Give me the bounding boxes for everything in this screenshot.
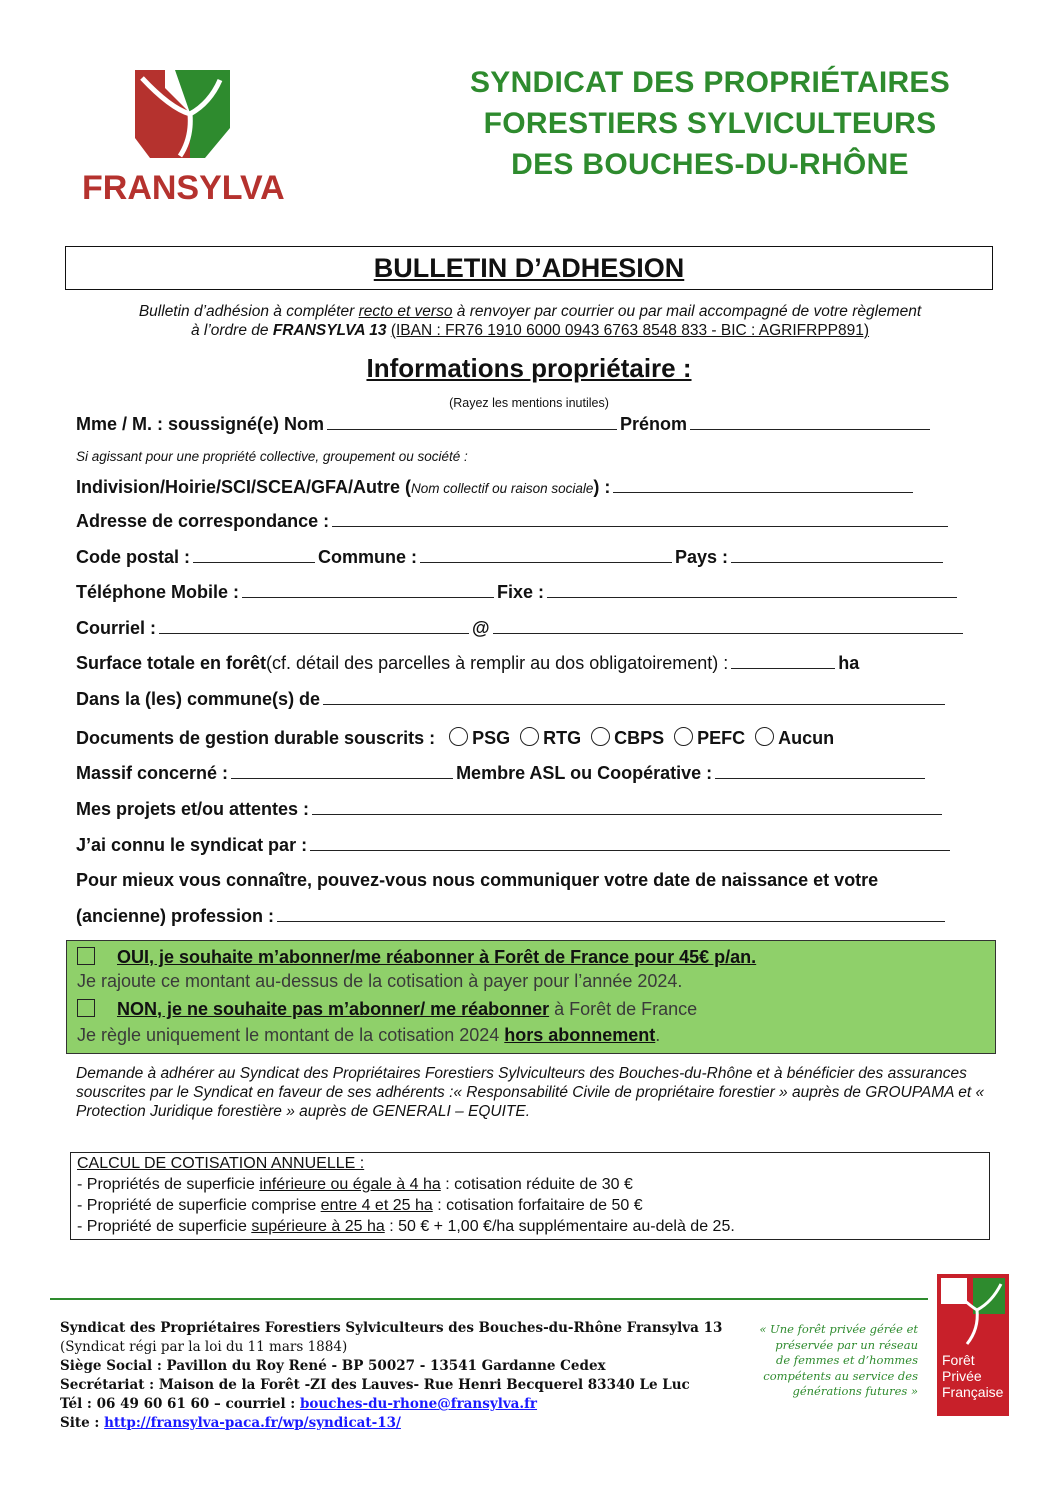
surface-field[interactable] — [731, 667, 835, 669]
demande-text: Demande à adhérer au Syndicat des Propriétaires Forestiers Sylviculteurs des Bouches-du-Rhône et à bénéficier des assurances souscrites par le Syndicat en faveur de ses adhérents :« Responsabilité Civile de propriétaire forestier » auprès de GROUPAMA et « Protection Juridique forestière » auprès de GENERALI – EQUITE. — [76, 1065, 985, 1120]
commune-field[interactable] — [420, 561, 672, 563]
collective-hint: Si agissant pour une propriété collective, groupement ou société : — [76, 449, 468, 464]
communes-field[interactable] — [323, 703, 945, 705]
massif-field[interactable] — [231, 777, 453, 779]
calcul-line-2: - Propriété de superficie comprise entre 4 et 25 ha : cotisation forfaitaire de 50 € — [77, 1197, 643, 1214]
row-documents: Documents de gestion durable souscrits : PSG RTG CBPS PEFC Aucun — [76, 728, 835, 748]
row-nom: Mme / M. : soussigné(e) Nom Prénom — [76, 414, 933, 435]
courriel-domain-field[interactable] — [493, 632, 963, 634]
footer-line-2: (Syndicat régi par la loi du 11 mars 1884) — [60, 1339, 348, 1355]
radio-cbps[interactable] — [591, 727, 610, 746]
row-mieux: Pour mieux vous connaître, pouvez-vous nous communiquer votre date de naissance et votre — [76, 870, 879, 890]
calcul-line-1: - Propriétés de superficie inférieure ou égale à 4 ha : cotisation réduite de 30 € — [77, 1176, 633, 1193]
oui-line: OUI, je souhaite m’abonner/me réabonner à Forêt de France pour 45€ p/an. — [77, 945, 756, 968]
intro-line-1: Bulletin d’adhésion à compléter recto et verso à renvoyer par courrier ou par mail accompagné de votre règlement — [138, 303, 922, 320]
oui-checkbox[interactable] — [77, 947, 95, 965]
foret-privee-francaise-logo — [937, 1274, 1009, 1416]
row-profession: (ancienne) profession : — [76, 906, 948, 927]
indivision-field[interactable] — [613, 491, 913, 493]
row-courriel: Courriel : @ — [76, 618, 966, 639]
radio-rtg[interactable] — [520, 727, 539, 746]
adresse-field[interactable] — [332, 525, 948, 527]
radio-aucun[interactable] — [755, 727, 774, 746]
site-link[interactable]: http://fransylva-paca.fr/wp/syndicat-13/ — [104, 1415, 401, 1431]
row-massif: Massif concerné : Membre ASL ou Coopérative : — [76, 763, 928, 784]
non-checkbox[interactable] — [77, 999, 95, 1017]
non-detail: Je règle uniquement le montant de la cotisation 2024 hors abonnement. — [77, 1025, 661, 1045]
fixe-field[interactable] — [547, 596, 957, 598]
org-title-line-2: FORESTIERS SYLVICULTEURS — [483, 107, 937, 140]
footer-line-1: Syndicat des Propriétaires Forestiers Sylviculteurs des Bouches-du-Rhône Fransylva 13 — [60, 1320, 723, 1336]
profession-field[interactable] — [277, 920, 945, 922]
calcul-line-3: - Propriété de superficie supérieure à 25 ha : 50 € + 1,00 €/ha supplémentaire au-delà de 25. — [77, 1218, 735, 1235]
row-projets: Mes projets et/ou attentes : — [76, 799, 945, 820]
non-line: NON, je ne souhaite pas m’abonner/ me réabonner à Forêt de France — [77, 997, 697, 1020]
footer-line-3: Siège Social : Pavillon du Roy René - BP 50027 - 13541 Gardanne Cedex — [60, 1358, 606, 1374]
membre-field[interactable] — [715, 777, 925, 779]
calcul-title: CALCUL DE COTISATION ANNUELLE : — [77, 1155, 365, 1172]
row-adresse: Adresse de correspondance : — [76, 511, 951, 532]
fransylva-logo — [80, 68, 285, 208]
email-link[interactable]: bouches-du-rhone@fransylva.fr — [299, 1396, 538, 1412]
row-communes: Dans la (les) commune(s) de — [76, 689, 948, 710]
subscription-box — [66, 940, 996, 1054]
logo-text: FRANSYLVA — [82, 169, 285, 207]
fpf-logo-text: Forêt Privée Française — [942, 1352, 1004, 1400]
nom-field[interactable] — [327, 428, 617, 430]
rayez-note: (Rayez les mentions inutiles) — [449, 396, 609, 410]
row-code-postal: Code postal : Commune : Pays : — [76, 547, 946, 568]
footer-quote: « Une forêt privée gérée et préservée par un réseau de femmes et d’hommes compétents au service des générations futures » — [759, 1322, 918, 1398]
prenom-field[interactable] — [690, 428, 930, 430]
org-title-line-3: DES BOUCHES-DU-RHÔNE — [511, 148, 909, 181]
calcul-box — [70, 1152, 990, 1240]
radio-psg[interactable] — [449, 727, 468, 746]
pays-field[interactable] — [731, 561, 943, 563]
footer-divider — [50, 1298, 928, 1300]
code-postal-field[interactable] — [193, 561, 315, 563]
bulletin-title-box — [65, 246, 993, 290]
row-indivision: Indivision/Hoirie/SCI/SCEA/GFA/Autre ( Nom collectif ou raison sociale ) : — [76, 477, 916, 498]
oui-detail: Je rajoute ce montant au-dessus de la cotisation à payer pour l’année 2024. — [77, 971, 683, 991]
mobile-field[interactable] — [242, 596, 494, 598]
org-title-line-1: SYNDICAT DES PROPRIÉTAIRES — [469, 66, 951, 99]
section-title: Informations propriétaire : — [366, 353, 692, 383]
intro-line-2: à l’ordre de FRANSYLVA 13 (IBAN : FR76 1910 6000 0943 6763 8548 833 - BIC : AGRIFRPP891) — [190, 322, 870, 339]
footer-line-4: Secrétariat : Maison de la Forêt -ZI des Lauves- Rue Henri Becquerel 83340 Le Luc — [60, 1377, 690, 1393]
connu-field[interactable] — [310, 849, 950, 851]
radio-pefc[interactable] — [674, 727, 693, 746]
row-telephone: Téléphone Mobile : Fixe : — [76, 582, 960, 603]
bulletin-title: BULLETIN D’ADHESION — [373, 253, 685, 283]
footer-line-5: Tél : 06 49 60 61 60 – courriel : bouches-du-rhone@fransylva.fr — [60, 1396, 538, 1412]
footer-line-6: Site : http://fransylva-paca.fr/wp/syndicat-13/ — [60, 1415, 401, 1431]
row-connu: J’ai connu le syndicat par : — [76, 835, 953, 856]
courriel-user-field[interactable] — [159, 632, 469, 634]
projets-field[interactable] — [312, 813, 942, 815]
row-surface: Surface totale en forêt (cf. détail des parcelles à remplir au dos obligatoirement) : ha — [76, 653, 860, 673]
